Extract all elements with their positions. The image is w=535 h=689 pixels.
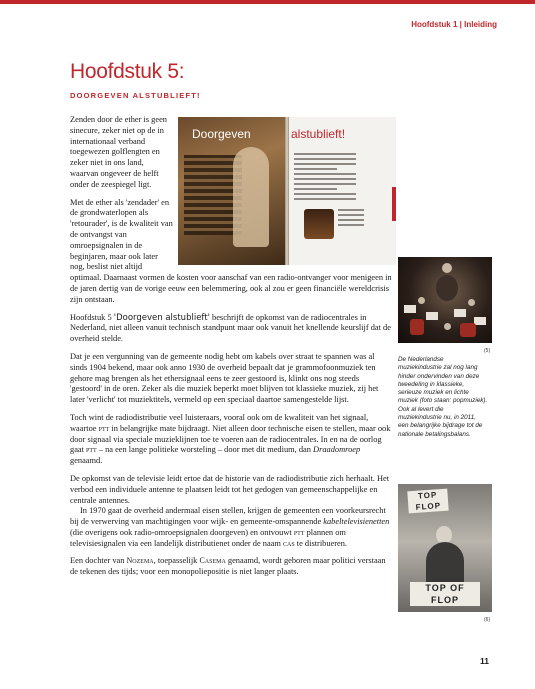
- paragraph: Dat je een vergunning van de gemeente nodig hebt om kabels over straat te spannen was al sinds 1904 bekend, maar ook anno 1930 de overheid bepaalt dat je grammofoonmuziek ten gehore mag brengen als het ethersignaal eens te zeer gestoord is, klinkt ons nog steeds 'gestoord' in de oren. Zeker als die muziek beperkt moet blijven tot klassieke muziek, zij het later 'verlicht' tot muziektitels, vermeld op een speciaal daartoe samengestelde lijst.: [70, 351, 379, 405]
- book-red-bar: [392, 187, 396, 221]
- paragraph: Met de ether als 'zendader' en de grondwaterlopen als 'retourader', is de kwaliteit van de ontvangst van omroepsignalen in de beginjaren, maar ook later nog, beslist niet altijd optimaal. Daarnaast vormen de kosten voor aanschaf van een radio-ontvanger voor menigeen in de jaren dertig van de vorige eeuw een belemmering, ook al zou er geen financiële wereldcrisis zijn ontstaan.: [70, 197, 392, 304]
- running-header: Hoofdstuk 1 | Inleiding: [411, 20, 497, 29]
- book-title-left: Doorgeven: [192, 127, 251, 141]
- body-text: [70, 115, 392, 585]
- page-header: [0, 0, 535, 30]
- paragraph: Een dochter van Nozema, toepasselijk Casema genaamd, wordt geboren maar politici verstaan de tekenen des tijds; voor een monopoliepositie is niet langer plaats.: [70, 556, 386, 577]
- sign-top-flop: TOP FLOP: [407, 489, 448, 514]
- paragraph: Hoofdstuk 5 'Doorgeven alstublieft' beschrijft de opkomst van de radiocentrales in Nederland, niet alleen vanuit technisch standpunt maar ook vanuit het knellende keurslijf dat de overheid stelde.: [70, 312, 391, 344]
- orchestra-photo: [398, 257, 492, 343]
- sign-top-of-flop: TOP OF FLOP: [410, 582, 480, 606]
- paragraph: De opkomst van de televisie leidt ertoe dat de historie van de radiodistributie zich herhaalt. Het verbod een individuele antenne te plaatsen leidt tot het gedogen van gemeenschappelijke en centrale antennes.: [70, 473, 390, 505]
- header-rule: [0, 0, 535, 4]
- top-of-flop-photo: [398, 484, 492, 612]
- paragraph: Zenden door de ether is geen sinecure, zeker niet op de in internationaal verband toegewezen golflengten en zeker niet in ons land, waarvan ongeveer de helft onder de zeespiegel ligt.: [70, 115, 167, 189]
- chapter-title: Hoofdstuk 5:: [70, 60, 185, 83]
- inline-title: 'Doorgeven alstublieft': [113, 312, 210, 323]
- book-title-right: alstublieft!: [291, 127, 346, 141]
- chapter-subtitle: DOORGEVEN ALSTUBLIEFT!: [70, 91, 201, 100]
- figure-caption: De Nederlandse muziekindustrie zal nog lang hinder ondervinden van deze tweedeling in klassieke, serieuze muziek en lichte muziek (foto staan: popmuziek). Ook al levert die muziekindustrie nu, in 2011, een belangrijke bijdrage tot de nationale betalingsbalans.: [398, 356, 488, 438]
- figure-number: (5): [484, 348, 491, 354]
- paragraph: In 1970 gaat de overheid andermaal eisen stellen, krijgen de gemeenten een voorkeursrecht bij de verwerving van machtigingen voor wijk- en gemeente-omspannende kabeltelevisienetten (die overigens ook radio-omroepsignalen doorgeven) en ontvouwt ptt plannen om televisiesignalen via een landelijk distributienet onder de naam cas te distribueren.: [70, 506, 390, 548]
- page-number: 11: [480, 656, 489, 666]
- paragraph: Toch wint de radiodistributie veel luisteraars, vooral ook om de kwaliteit van het signaal, waartoe ptt in belangrijke mate bijdraagt. Niet alleen door technische eisen te stellen, maar ook door signaal via speciale muzieklijnen toe te voeren aan de radiocentrales. In en na de oorlog gaat ptt – na een lange politieke worsteling – door met dit medium, dan Draadomroep genaamd.: [70, 412, 391, 466]
- figure-number: (6): [484, 617, 491, 623]
